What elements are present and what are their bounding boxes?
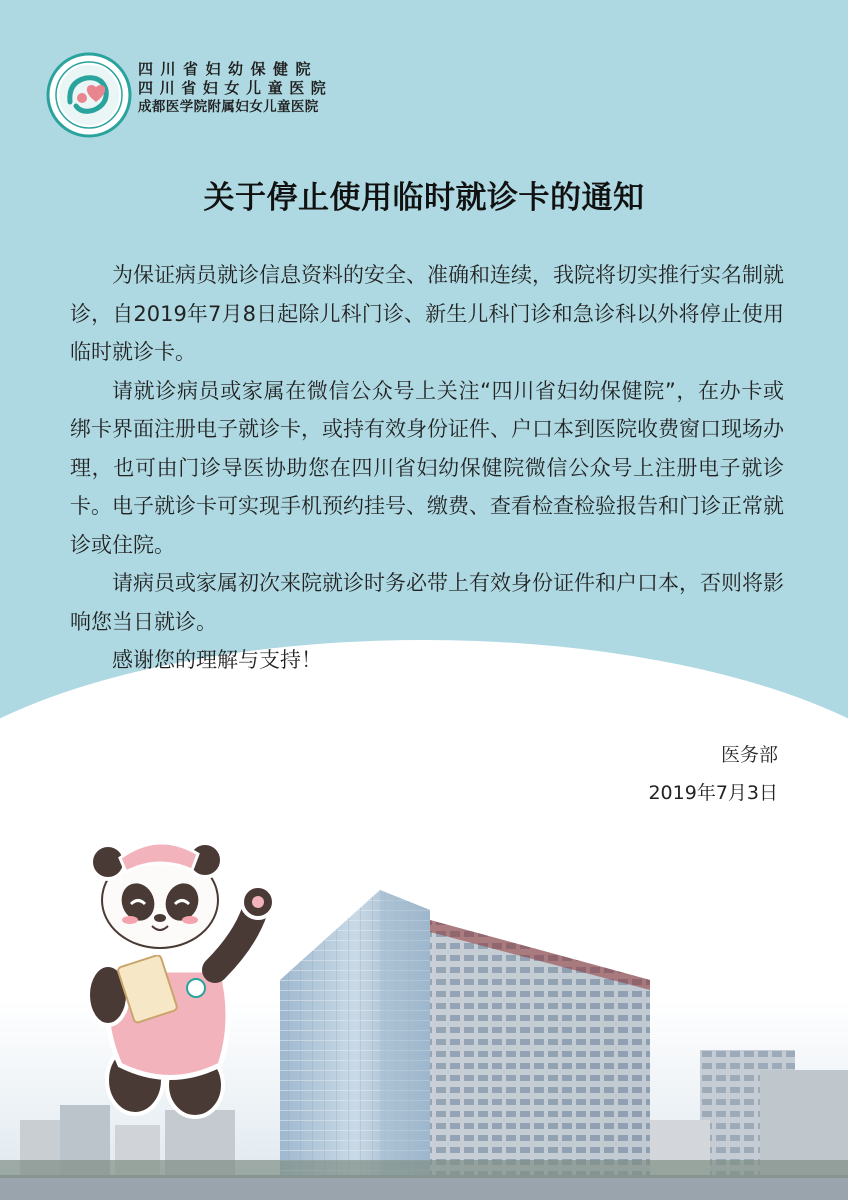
department-name: 医务部 (720, 744, 778, 766)
signature-block (648, 736, 778, 812)
notice-date: 2019年7月3日 (648, 782, 778, 804)
notice-paragraph: 请病员或家属初次来院就诊时务必带上有效身份证件和户口本，否则将影响您当日就诊。 (70, 571, 784, 634)
notice-paragraph: 为保证病员就诊信息资料的安全、准确和连续，我院将切实推行实名制就诊，自2019年7月8日起除儿科门诊、新生儿科门诊和急诊科以外将停止使用临时就诊卡。 (70, 263, 784, 364)
hospital-name: 四川省妇幼保健院 (138, 60, 319, 78)
notice-body (70, 256, 784, 680)
hospital-name: 成都医学院附属妇女儿童医院 (138, 99, 319, 115)
hospital-name: 四川省妇女儿童医院 (138, 79, 333, 97)
notice-title: 关于停止使用临时就诊卡的通知 (203, 180, 645, 216)
notice-paragraph: 请就诊病员或家属在微信公众号上关注“四川省妇幼保健院”，在办卡或绑卡界面注册电子就诊卡，或持有效身份证件、户口本到医院收费窗口现场办理，也可由门诊导医协助您在四川省妇幼保健院微信公众号上注册电子就诊卡。电子就诊卡可实现手机预约挂号、缴费、查看检查检验报告和门诊正常就诊或住院。 (70, 378, 784, 557)
notice-paragraph: 感谢您的理解与支持！ (112, 648, 322, 672)
hospital-logo-icon (46, 52, 132, 138)
hospital-names (138, 60, 332, 117)
scene-illustration (0, 820, 848, 1200)
panda-mascot-illustration (70, 820, 280, 1120)
